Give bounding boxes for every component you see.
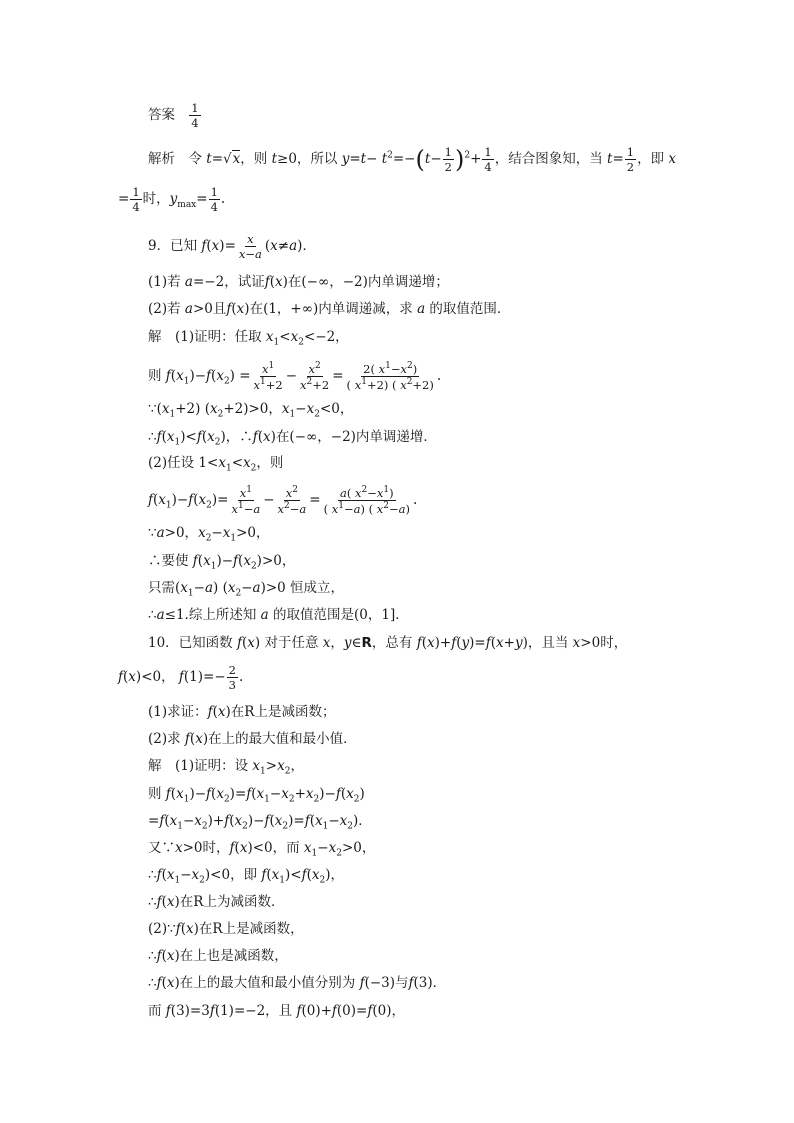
solution-9-line-7: ∵a>0，$x_2-x_1>0$， [148,525,270,544]
solution-10-line-5: $\therefore f(x_1-x_2)<0$，即 $f(x_1)<f(x_2)$， [148,867,345,886]
problem-9-part-2: (2)若 a>0且f(x)在(1，+∞)内单调递减，求 a 的取值范围． [148,301,511,317]
solution-10-line-3: $=f(x_1-x_2)+f(x_2)-f(x_2)=f(x_1-x_2)$． [148,813,372,832]
solution-9-line-1: 解 (1)证明：任取 $x_1<x_2<-2$， [148,329,349,348]
answer-fraction: $\frac{1}{4}$ [191,101,199,131]
solution-10-line-6: ∴f(x)在R上为减函数． [148,894,285,910]
analysis-line-1: 解析 令 t=√x，则 t≥0，所以 $y=t- t^2=-(t-$ $\frac{1}{2}$ )$^2$+ $\frac{1}{4}$ ，结合图象知，当 t= $\frac{1}{2}$ ，即 x [148,145,676,175]
problem-10-statement-1: 10．已知函数 f(x) 对于任意 x，y∈R，总有 f(x)+f(y)=f(x+y)，且当 x>0时， [148,635,628,651]
solution-9-line-2: 则 $f(x_1)-f(x_2)$ = $\frac{x^1}{x^1+2}$ − $\frac{x^2}{x^2+2}$ = $\frac{2( x^1-x^2)}{( x^1+2) ( x^2+2)}$ . [148,361,442,392]
solution-10-line-4: 又∵x>0时，f(x)<0，而 $x_1-x_2>0$， [148,840,376,859]
solution-9-line-4: $\therefore f(x_1)<f(x_2)$，∴f(x)在(−∞，−2)内单调递增． [148,429,437,448]
solution-9-line-3: $\because(x_1+2)$ $(x_2+2)>0$，$x_1-x_2<0$， [148,401,354,420]
problem-9-statement: 9．已知 f(x)= $\frac{x}{x-a}$ (x≠a)． [148,232,316,262]
problem-10-part-2: (2)求 f(x)在上的最大值和最小值． [148,731,357,747]
problem-9-part-1: (1)若 a=−2，试证f(x)在(−∞，−2)内单调递增； [148,274,449,290]
solution-10-line-2: 则 $f(x_1)-f(x_2)=f(x_1-x_2+x_2)-f(x_2)$ [148,786,365,805]
solution-10-line-9: ∴f(x)在上的最大值和最小值分别为 f(−3)与f(3)． [148,975,447,991]
solution-9-line-9: 只需$(x_1-a)$ $(x_2-a)>0$ 恒成立， [148,580,345,599]
solution-10-line-8: ∴f(x)在上也是减函数， [148,948,288,964]
solution-9-line-10: ∴a≤1.综上所述知 a 的取值范围是(0，1]． [148,607,409,623]
answer-line [148,102,202,129]
problem-10-part-1: (1)求证：f(x)在R上是减函数； [148,704,336,720]
solution-9-line-5: (2)任设 $1<x_1<x_2$，则 [148,455,284,474]
problem-10-statement-2: f(x)<0， f(1)=− $\frac{2}{3}$ . [118,663,244,693]
answer-label: 答案 [148,107,175,124]
analysis-line-2: = $\frac{1}{4}$ 时，$y_{max}=$ $\frac{1}{4}$ . [118,185,226,215]
solution-9-line-8: ∴要使 $f(x_1)-f(x_2)>0$， [148,553,296,572]
solution-10-line-1: 解 (1)证明：设 $x_1>x_2$， [148,758,304,777]
solution-10-line-7: (2)∵f(x)在R上是减函数， [148,921,304,937]
solution-9-line-6: $f(x_1)-f(x_2)=$ $\frac{x^1}{x^1-a}$ − $\frac{x^2}{x^2-a}$ = $\frac{a( x^2-x^1)}{( x^1-a) ( x^2-a)}$ . [148,485,418,516]
solution-10-line-10: 而 f(3)=3f(1)=−2，且 f(0)+f(0)=f(0)， [148,1003,405,1019]
